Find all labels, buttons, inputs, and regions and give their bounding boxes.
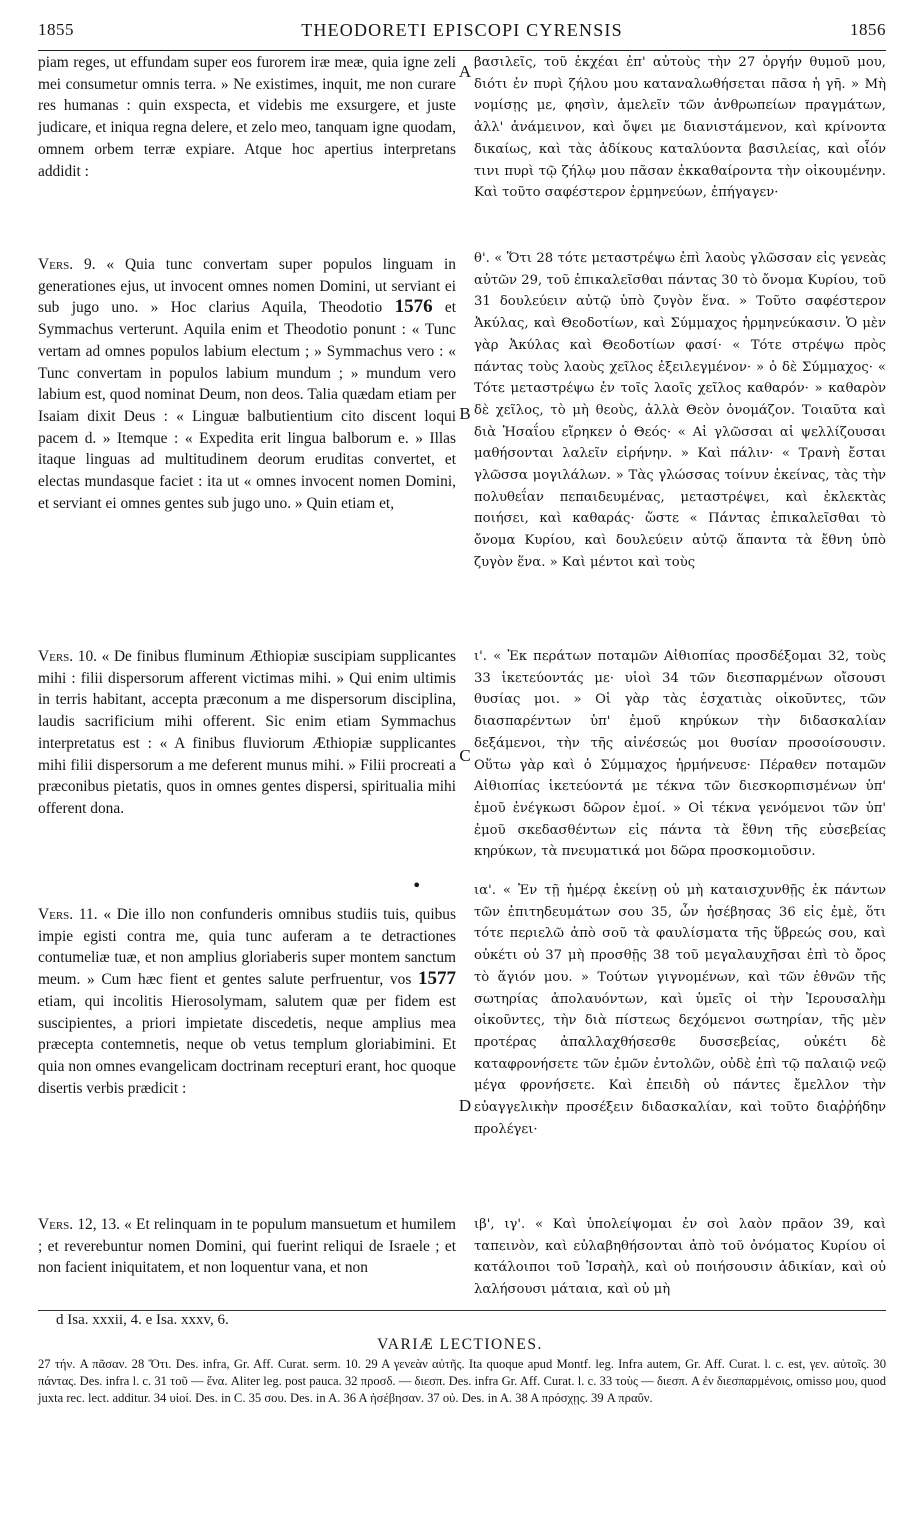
latin-paragraph-1: piam reges, ut effundam super eos furorem iræ meæ, quia igne zeli mei consumetur omnis terra. » Ne existimes, inquit, me non curare res humanas : quin exspecta, et videbis me exsurgere, et juste judicare, et iniqua regna delere, et zelo meo, tanquam igne quodam, omnem orbem terræ expiare. Atque hoc apertius interpretans addidit : (38, 54, 456, 180)
page-marker-1576: 1576 (394, 296, 433, 318)
greek-paragraph-iota-beta: ιβ', ιγ'. « Καὶ ὑπολείψομαι ἐν σοὶ λαὸν πρᾶον 39, καὶ ταπεινὸν, καὶ εὐλαβηθήσονται ἀπὸ τοῦ ὀνόματος Κυρίου οἱ κατάλοιποι τοῦ Ἰσραὴλ, καὶ οὐ ποιήσουσιν ἀδικίαν, καὶ οὐ λαλήσουσι μάταια, καὶ οὐ μὴ (474, 1217, 886, 1298)
latin-text: etiam, qui incolitis Hierosolymam, salutem quæ per fidem est suscipientes, a priori impietate discedetis, neque amplius mea præcepta contemnetis, neque ob vetus templum gloriabimini. Et quia non omnes evangelicam doctrinam recepturi erant, hoc quoque disertis verbis prædicit : (38, 992, 456, 1097)
latin-paragraph-vers-11 (38, 904, 456, 1099)
page-header (38, 16, 886, 51)
variae-lectiones-text: 27 τήν. A πᾶσαν. 28 Ὅτι. Des. infra, Gr. Aff. Curat. serm. 10. 29 A γενεὰν αὐτῆς. Ita quoque apud Montf. leg. Infra autem, Gr. Aff. Curat. l. c. est, γεν. αὐτοῖς. 30 πάντας. Des. infra l. c. 31 τοῦ — ἕνα. Aliter leg. post pauca. 32 προσδ. — διεσπ. Des. infra Gr. Aff. Curat. l. c. 33 τοὺς — διεσπ. A ἐν διεσπαρμένοις, omisso μου, quod juxta rec. lect. additur. 34 υἱοί. Des. in C. 35 σου. Des. in A. 36 A ἠσέβησαν. 37 οὐ. Des. in A. 38 A πρόσχῃς. 39 A πραΰν. (38, 1357, 886, 1405)
page-marker-1577: 1577 (418, 968, 456, 990)
greek-paragraph-iota-alpha: ια'. « Ἐν τῇ ἡμέρᾳ ἐκείνῃ οὐ μὴ καταισχυνθῇς ἐκ πάντων τῶν ἐπιτηδευμάτων σου 35, ὧν ἠσέβησας 36 εἰς ἐμὲ, ὅτι τότε περιελῶ ἀπὸ σοῦ τὰ φαυλίσματα τῆς ὕβρεώς σου, καὶ οὐκέτι οὐ 37 μὴ προσθῇς 38 τοῦ μεγαλαυχῆσαι ἐπὶ τὸ ὄρος τὸ ἅγιόν μου. » Τούτων γιγνομένων, καὶ τῶν ἐθνῶν τῆς σωτηρίας ἀπολαυόντων, καὶ ὑμεῖς οἱ τὴν Ἱερουσαλὴμ οἰκοῦντες, τὴν διὰ πίστεως δεχόμενοι σωτηρίαν, τῆς μὲν προτέρας ἀπαλλαχθήσεσθε δυσσεβείας, οὐκέτι δὲ καταφρονήσετε τῶν ἐμῶν ἐντολῶν, οὐδὲ ἐπὶ τῷ παλαιῷ νεῷ μέγα φρονήσετε. Καὶ ἐπειδὴ οὐ πάντες ἔμελλον τὴν εὐαγγελικὴν προσέξειν διδασκαλίαν, καὶ τοῦτο διαῤῥήδην προλέγει· (474, 883, 886, 1137)
latin-text: « Et relinquam in te populum mansuetum et humilem ; et reverebuntur nomen Domini, qui fuerint reliqui de Israele ; et non facient iniquitatem, et non loquentur vana, et non (38, 1216, 456, 1277)
verse-label: Vers. 10. (38, 648, 97, 665)
verse-label: Vers. 12, 13. (38, 1216, 120, 1233)
latin-text: « De finibus fluminum Æthiopiæ suscipiam supplicantes mihi : filii dispersorum afferent victimas mihi. » Qui enim ultimis in terris habitant, accepta præconum a me dispersorum disciplina, laudis sacrificium mihi offerent. Sic enim etiam Symmachus interpretatus est : « A finibus fluviorum Æthiopiæ supplicantes mihi filii dispersorum a me deferent munus mihi. » Filii procreati a præconibus pietatis, quos in omnes gentes dispersi, spiritualia mihi offerent dona. (38, 648, 456, 817)
greek-paragraph-1: βασιλεῖς, τοῦ ἐκχέαι ἐπ' αὐτοὺς τὴν 27 ὀργήν θυμοῦ μου, διότι ἐν πυρὶ ζήλου μου καταναλωθήσεται πᾶσα ἡ γῆ. » Μὴ νομίσῃς με, φησὶν, ἀμελεῖν τῶν ἀνθρωπείων πραγμάτων, ἀλλ' ἀνάμεινον, καὶ ὄψει με διανιστάμενον, καὶ κρίνοντα δικαίως, καὶ τὰς ἀδίκους καταλύοντα βασιλείας, καὶ οἷόν τινι πυρὶ τῷ ζήλῳ μου πᾶσαν ἐκκαθαίροντα τὴν οἰκουμένην. Καὶ τοῦτο σαφέστερον ἑρμηνεύων, ἐπήγαγεν· (474, 55, 886, 201)
stray-dot: • (412, 876, 422, 895)
greek-column (474, 52, 886, 1302)
footnotes: d Isa. xxxii, 4. e Isa. xxxv, 6. (56, 1312, 229, 1328)
latin-paragraph-vers-9 (38, 254, 456, 514)
column-marker-a: A (458, 62, 472, 81)
verse-label: Vers. 11. (38, 906, 98, 923)
verse-label: Vers. 9. (38, 256, 96, 273)
column-marker-c: C (459, 746, 471, 765)
greek-paragraph-iota: ι'. « Ἐκ περάτων ποταμῶν Αἰθιοπίας προσδέξομαι 32, τοὺς 33 ἱκετεύοντάς με· υἱοὶ 34 τῶν διεσπαρμένων οἴσουσι θυσίας μοι. » Οἱ γὰρ τὰς ἐσχατιὰς οἰκοῦντες, τῶν διασπαρέντων ὑπ' ἐμοῦ κηρύκων τὴν διδασκαλίαν δεξάμενοι, τὴν τῆς αἰνέσεώς μοι θυσίαν προσοίσουσιν. Οὕτω γὰρ καὶ ὁ Σύμμαχος ἡρμήνευσε· Πέραθεν ποταμῶν Αἰθιοπίας ἱκετεύοντά με τέκνα τῶν διεσκορπισμένων ὑπ' ἐμοῦ ἐνέγκωσι δῶρον ἐμοί. » Οἱ τέκνα γενόμενοι τῶν ὑπ' ἐμοῦ σκεδασθέντων εἰς πάντα τὰ ἔθνη τῆς εὐσεβείας κηρύκων, τὰ πνευματικά μοι δῶρα προσκομιοῦσιν. (474, 649, 886, 860)
latin-text: « Die illo non confunderis omnibus studiis tuis, quibus impie egisti contra me, quia tunc auferam a te detractiones contumeliæ tuæ, et non amplius gloriaberis super montem sanctum meum. » Cum hæc fient et gentes salute perfruentur, vos (38, 906, 456, 989)
greek-paragraph-theta: θ'. « Ὅτι 28 τότε μεταστρέψω ἐπὶ λαοὺς γλῶσσαν εἰς γενεὰς αὐτῶν 29, τοῦ ἐπικαλεῖσθαι πάντας 30 τὸ ὄνομα Κυρίου, τοῦ 31 δουλεύειν αὐτῷ ὑπὸ ζυγὸν ἕνα. » Τοῦτο σαφέστερον Ἀκύλας, καὶ Θεοδοτίων, καὶ Σύμμαχος ἡρμηνεύκασιν. Ὁ μὲν γὰρ Ἀκύλας καὶ Θεοδοτίων φασί· « Τότε στρέψω πρὸς πάντας τοὺς λαοὺς χεῖλος ἐξειλεγμένον· » ὁ δὲ Σύμμαχος· « Τότε μεταστρέψω ἐν τοῖς λαοῖς χεῖλος καθαρόν· » καθαρὸν δὲ χεῖλος, τὸ μὴ θεοὺς, ἀλλὰ Θεὸν ὀνομάζον. Τοιαῦτα καὶ διὰ Ἡσαΐου εἴρηκεν ὁ Θεός· « Αἱ γλῶσσαι αἱ ψελλίζουσαι μαθήσονται λαλεῖν εἰρήνην. » Καὶ πάλιν· « Τρανὴ ἔσται γλῶσσα μογιλάλων. » Τὰς γλώσσας τοίνυν ἐκείνας, τὰς τὴν πολυθεΐαν πεπαιδευμένας, μεταστρέψει, καὶ ἐκλεκτὰς ποιήσει, καὶ καθαράς· ὥστε « Πάντας ἐπικαλεῖσθαι τὸ ὄνομα Κυρίου, καὶ δουλεύειν αὐτῷ ἅπαντα τὰ ἔθνη ὑπὸ ζυγὸν ἕνα. » Καὶ μέντοι καὶ τοὺς (474, 251, 886, 570)
latin-paragraph-vers-12-13 (38, 1214, 456, 1279)
running-title: THEODORETI EPISCOPI CYRENSIS (301, 20, 623, 40)
column-marker-b: B (459, 404, 471, 423)
latin-column (38, 52, 456, 1302)
variae-lectiones-heading: VARIÆ LECTIONES. (377, 1336, 543, 1353)
column-marker-d: D (458, 1096, 472, 1115)
latin-text: et Symmachus verterunt. Aquila enim et Theodotio ponunt : « Tunc vertam ad omnes populos labium electum ; » Symmachus vero : « Tunc convertam in populos labium mundum ; » mundum vero labium est, quod nominat Deum, non deos. Talia quædam etiam per Isaiam dixit Deus : « Linguæ balbutientium cito discent loqui pacem d. » Itemque : « Expedita erit lingua balborum e. » Illas itaque linguas ad multitudinem deorum eruditas convertet, et electas mundasque faciet : ita ut « omnes invocent nomen Domini, et serviant ei omnes gentes sub jugo uno. » Quin etiam et, (38, 299, 456, 512)
left-page-number: 1855 (38, 20, 74, 39)
latin-text: « Quia tunc convertam super populos linguam in generationes ejus, ut invocent omnes nomen Domini, ut serviant ei sub jugo uno. » Hoc clarius Aquila, Theodotio (38, 256, 456, 317)
latin-paragraph-vers-10 (38, 646, 456, 820)
footnote-divider (38, 1310, 886, 1311)
right-page-number: 1856 (850, 20, 886, 39)
